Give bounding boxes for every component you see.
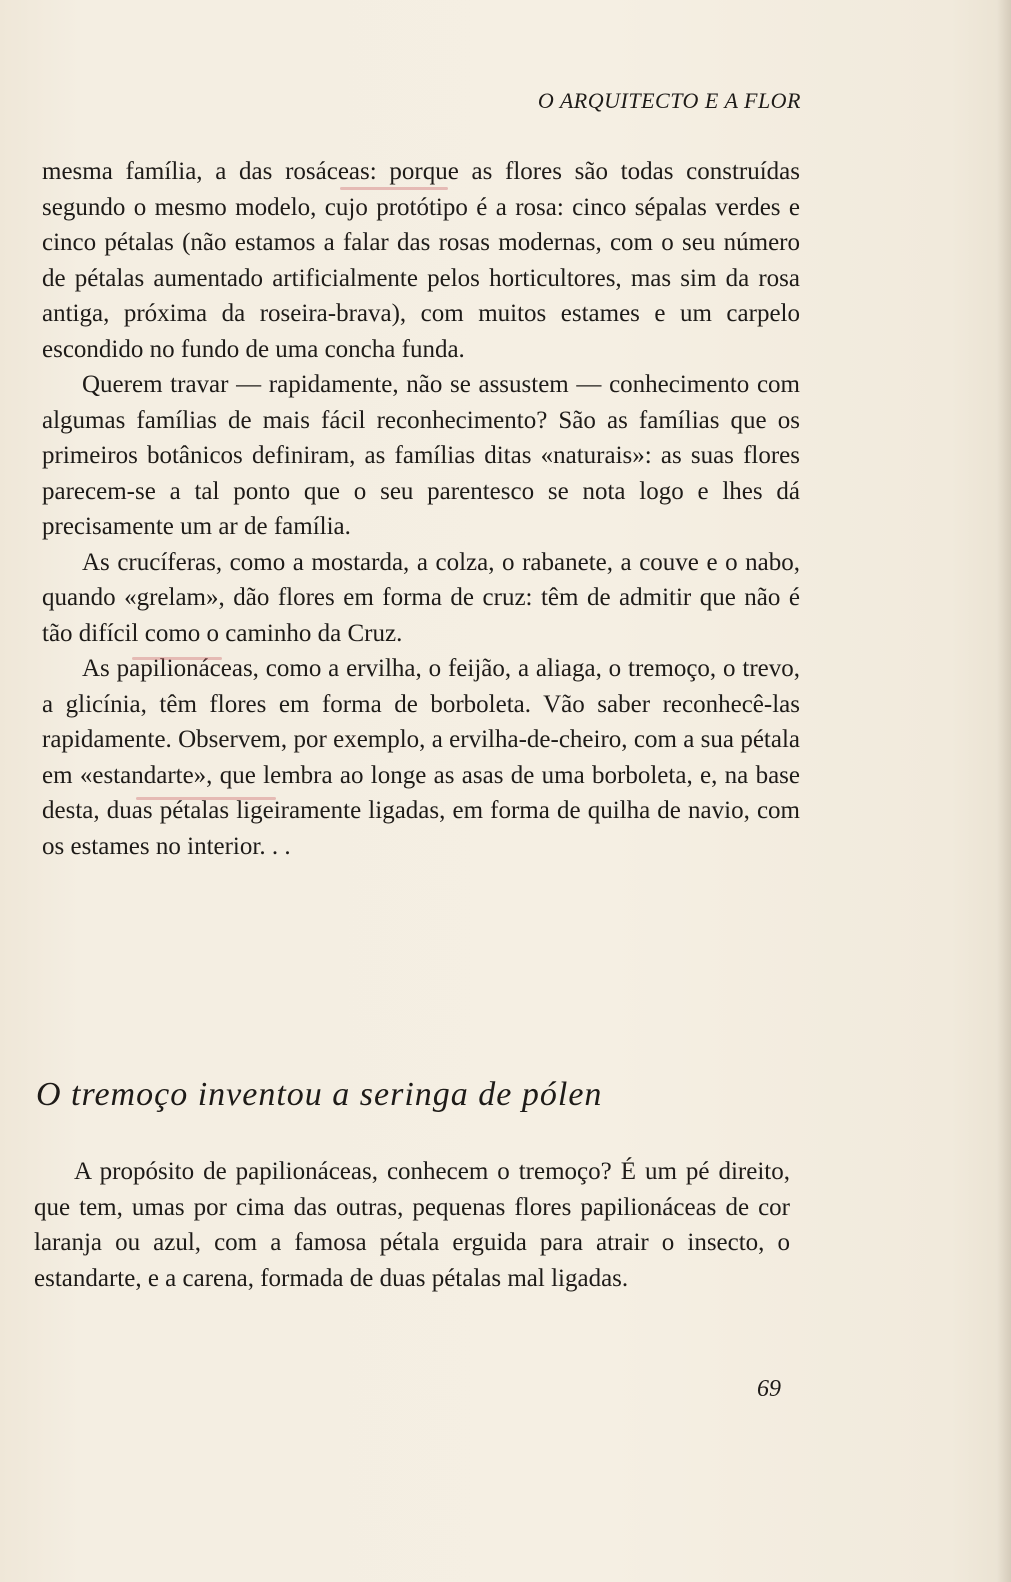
body-text (42, 154, 800, 864)
page-edge-shadow (997, 0, 1011, 1582)
pencil-underline-mark (340, 187, 448, 190)
running-head: O ARQUITECTO E A FLOR (537, 88, 801, 113)
paragraph: As papilionáceas, como a ervilha, o feijão, a aliaga, o tremoço, o trevo, a glicínia, têm flores em forma de borboleta. Vão saber reconhecê-las rapidamente. Observem, por exemplo, a ervilha-de-cheiro, com a sua pétala em «estandarte», que lembra ao longe as asas de uma borboleta, e, na base desta, duas pétalas ligeiramente ligadas, em forma de quilha de navio, com os estames no interior. . . (42, 655, 800, 860)
paragraph: A propósito de papilionáceas, conhecem o tremoço? É um pé direito, que tem, umas por cima das outras, pequenas flores papilionáceas de cor laranja ou azul, com a famosa pétala erguida para atrair o insecto, o estandarte, e a carena, formada de duas pétalas mal ligadas. (34, 1158, 790, 1292)
pencil-underline-mark (136, 797, 276, 800)
pencil-underline-mark (132, 657, 222, 660)
section-body-text (34, 1154, 790, 1296)
section-heading: O tremoço inventou a seringa de pólen (36, 1076, 603, 1113)
page-number: 69 (757, 1376, 781, 1402)
paragraph: As crucíferas, como a mostarda, a colza, o rabanete, a couve e o nabo, quando «grelam», dão flores em forma de cruz: têm de admitir que não é tão difícil como o caminho da Cruz. (42, 548, 800, 647)
paragraph: Querem travar — rapidamente, não se assustem — conhecimento com algumas famílias de mais fácil reconhecimento? São as famílias que os primeiros botânicos definiram, as famílias ditas «naturais»: as suas flores parecem-se a tal ponto que o seu parentesco se nota logo e lhes dá precisamente um ar de família. (42, 371, 800, 540)
paragraph: mesma família, a das rosáceas: porque as flores são todas construídas segundo o mesmo modelo, cujo protótipo é a rosa: cinco sépalas verdes e cinco pétalas (não estamos a falar das rosas modernas, com o seu número de pétalas aumentado artificialmente pelos horticultores, mas sim da rosa antiga, próxima da roseira-brava), com muitos estames e um carpelo escondido no fundo de uma concha funda. (42, 158, 800, 363)
